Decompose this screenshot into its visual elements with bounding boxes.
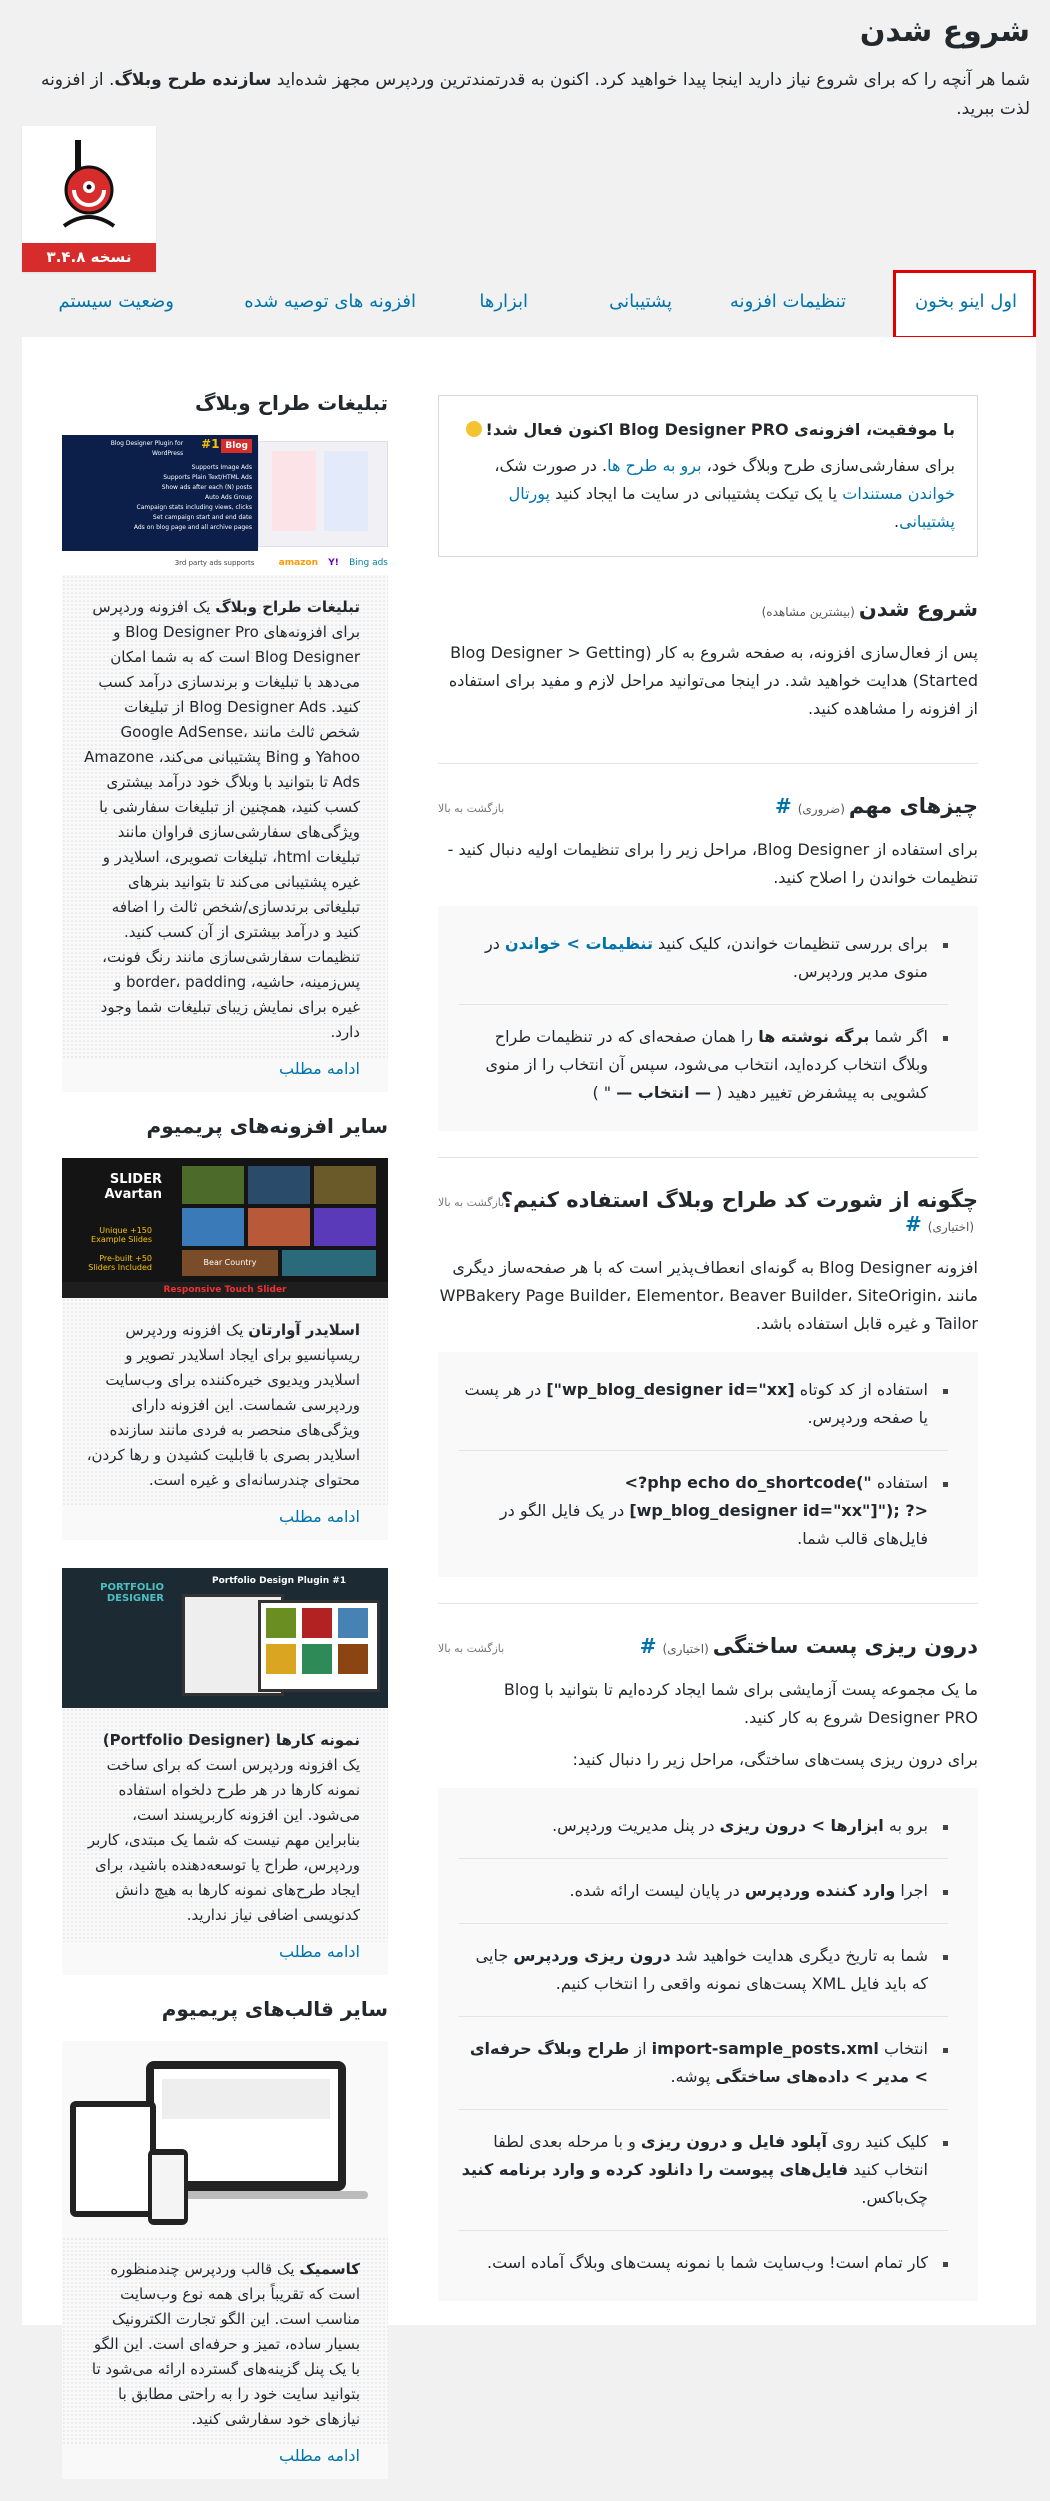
tab-plugin-settings[interactable]: تنظیمات افزونه [729,291,846,312]
steps-box [438,906,978,1131]
section-tag: (بیشترین مشاهده) [761,605,855,619]
tabs-bar [22,270,1036,337]
tab-support[interactable]: پشتیبانی [609,291,672,312]
section-text: برای درون ریزی پست‌های ساختگی، مراحل زیر را دنبال کنید: [572,1750,978,1769]
list-item: اگر شما برگه نوشته ها را همان صفحه‌ای که در تنظیمات طراح وبلاگ انتخاب کرده‌اید، انتخاب می‌شود، سپس آن انتخاب را از منوی کشویی به پیشفرض تغییر دهید ( — انتخاب — " ) [458,1005,948,1125]
section-text: برای استفاده از Blog Designer، مراحل زیر را برای تنظیمات اولیه دنبال کنید - تنظیمات خواندن را اصلاح کنید. [447,840,978,887]
back-to-top-link[interactable]: بازگشت به بالا [438,1196,505,1209]
portfolio-banner-image: PORTFOLIO DESIGNER #1 Portfolio Design Plugin [62,1568,388,1708]
plugin-logo [22,126,156,272]
read-more-link[interactable]: ادامه مطلب [279,2446,360,2465]
sidebar-heading: سایر قالب‌های پریمیوم [161,1997,388,2021]
portfolio-card [62,1568,388,1975]
sidebar [62,391,388,2501]
read-more-link[interactable]: ادامه مطلب [279,1942,360,1961]
tab-recommended-plugins[interactable]: افزونه های توصیه شده [244,291,416,312]
section-text: پس از فعال‌سازی افزونه، به صفحه شروع به کار (Blog Designer > Getting Started) هدایت خواهید شد. در اینجا می‌توانید مراحل لازم و مفید برای استفاده از افزونه را مشاهده کنید. [448,643,978,718]
success-notice [438,395,978,557]
list-item: برو به ابزارها > درون ریزی در پنل مدیریت وردپرس. [458,1794,948,1859]
list-item: انتخاب import-sample_posts.xml از طراح وبلاگ حرفه‌ای > مدیر > داده‌های ساختگی پوشه. [458,2017,948,2110]
go-to-layouts-link[interactable]: برو به طرح ها [607,456,702,475]
success-text: برای سفارشی‌سازی طرح وبلاگ خود، برو به طرح ها. در صورت شک، خواندن مستندات یا یک تیکت پشتیبانی در سایت ما ایجاد کنید پورتال پشتیبانی. [494,456,955,531]
section-tag: (ضروری) [797,802,845,816]
section-getting-started [438,597,978,764]
intro-text: شما هر آنچه را که برای شروع نیاز دارید اینجا پیدا خواهید کرد. اکنون به قدرتمندترین وردپرس مجهز شده‌اید سازنده طرح وبلاگ. از افزونه لذت ببرید. [40,70,1030,119]
content-panel [22,337,1036,2465]
ads-banner-image: Blog #1 Blog Designer Plugin for WordPress Supports Image Ads Supports Plain Text/HTML Ads Show ads after each (N) posts Auto Ads Group Campaign stats including views, clicks Set campaign start and end date Ads on blog page and all archive pages 3rd party ads supports amazon Y! Bing ads [62,435,388,575]
ads-description: تبلیغات طراح وبلاگ یک افزونه وردپرس برای افزونه‌های Blog Designer Pro و Blog Designer است که به شما امکان می‌دهد با تبلیغات و برندسازی درآمد کسب کنید. Blog Designer Ads از تبلیغات شخص ثالث مانند Google AdSense، Yahoo و Bing پشتیبانی می‌کند، Amazone Ads تا بتوانید با وبلاگ خود درآمد بیشتری کسب کنید، همچنین از تبلیغات سفارشی با ویژگی‌های سفارشی‌سازی فراوان مانند تبلیغات html، تبلیغات تصویری، اسلایدر و غیره پشتیبانی می‌کند تا بتوانید بنرهای تبلیغاتی برندسازی/شخص ثالث را اضافه کنید و درآمد بیشتری از آن کسب کنید. تنظیمات سفارشی‌سازی مانند رنگ فونت، پس‌زمینه، حاشیه، border، padding و غیره برای نمایش زیبای تبلیغات شما وجود دارد. [62,575,388,1059]
avartan-banner-image: SLIDER Avartan 150+ Unique Example Slides 50+ Pre-built Sliders Included Bear Country Responsive Touch Slider [62,1158,388,1298]
blog-designer-logo-icon [58,138,120,230]
section-tag: (اختیاری) [662,1642,709,1656]
list-item: اجرا وارد کننده وردپرس در پایان لیست ارائه شده. [458,1859,948,1924]
section-text: ما یک مجموعه پست آزمایشی برای شما ایجاد کرده‌ایم تا بتوانید با Blog Designer PRO شروع به کار کنید. [503,1680,978,1727]
list-item: استفاده <?php echo do_shortcode("[wp_blog_designer id="xx"]"); ?> در یک فایل الگو در فایل‌های قالب شما. [458,1451,948,1571]
steps-box [438,1352,978,1577]
tab-read-first[interactable]: اول اینو بخون [896,270,1036,337]
smile-icon [466,421,482,437]
list-item: استفاده از کد کوتاه [wp_blog_designer id="xx"] در هر پست یا صفحه وردپرس. [458,1358,948,1451]
section-import-dummy [438,1634,978,2327]
steps-box [438,1788,978,2301]
page-title: شروع شدن [859,14,1030,49]
active-tab-highlight [893,270,1036,339]
back-to-top-link[interactable]: بازگشت به بالا [438,1642,505,1655]
section-text: افزونه Blog Designer به گونه‌ای انعطاف‌پذیر است که با هر صفحه‌ساز دیگری مانند WPBakery Page Builder، Elementor، Beaver Builder، SiteOrigin، Tailor و غیره قابل استفاده باشد. [439,1258,978,1333]
anchor-link[interactable]: # [905,1212,922,1236]
section-important-things [438,794,978,1158]
read-docs-link[interactable]: خواندن مستندات [842,484,955,503]
ads-card [62,435,388,1092]
section-title: درون ریزی پست ساختگی [712,1634,978,1658]
section-tag: (اختیاری) [927,1220,974,1234]
support-portal-link[interactable]: پورتال پشتیبانی [508,484,955,531]
reading-settings-link[interactable]: تنظیمات > خواندن [504,934,653,953]
read-more-link[interactable]: ادامه مطلب [279,1059,360,1078]
tab-tools[interactable]: ابزارها [479,291,528,312]
anchor-link[interactable]: # [639,1634,657,1658]
section-title: چیزهای مهم [848,794,978,818]
list-item: برای بررسی تنظیمات خواندن، کلیک کنید تنظیمات > خواندن در منوی مدیر وردپرس. [458,912,948,1005]
back-to-top-link[interactable]: بازگشت به بالا [438,802,505,815]
main-column [438,395,978,2357]
success-title: با موفقیت، افزونه‌ی Blog Designer PRO اکنون فعال شد! [461,416,955,444]
list-item: کار تمام است! وب‌سایت شما با نمونه پست‌های وبلاگ آماده است. [458,2231,948,2295]
tab-system-status[interactable]: وضعیت سیستم [58,291,174,312]
section-title: شروع شدن [858,597,978,621]
anchor-link[interactable]: # [774,794,792,818]
section-shortcode [438,1188,978,1604]
version-badge: نسخه ۳.۴.۸ [22,243,156,272]
list-item: شما به تاریخ دیگری هدایت خواهید شد درون ریزی وردپرس جایی که باید فایل XML پست‌های نمونه واقعی را انتخاب کنیم. [458,1924,948,2017]
kasmic-theme-image [62,2041,388,2237]
portfolio-description: نمونه کارها (Portfolio Designer) یک افزونه وردپرس است که برای ساخت نمونه کارها در هر طرح دلخواه استفاده می‌شود. این افزونه کاربرپسند است، بنابراین مهم نیست که شما یک مبتدی، کاربر وردپرس، طراح یا توسعه‌دهنده باشید، برای ایجاد طرح‌های نمونه کارها به هیچ دانش کدنویسی اضافی نیاز ندارید. [62,1708,388,1942]
sidebar-heading: سایر افزونه‌های پریمیوم [146,1114,388,1138]
list-item: کلیک کنید روی آپلود فایل و درون ریزی و با مرحله بعدی لطفا انتخاب کنید فایل‌های پیوست را دانلود کرده و وارد برنامه کنید چک‌باکس. [458,2110,948,2231]
kasmic-card [62,2041,388,2479]
section-title: چگونه از شورت کد طراح وبلاگ استفاده کنیم؟ [500,1188,978,1212]
avartan-card [62,1158,388,1540]
sidebar-heading: تبلیغات طراح وبلاگ [195,391,388,415]
kasmic-description: کاسمیک یک قالب وردپرس چندمنظوره است که تقریباً برای همه نوع وب‌سایت مناسب است. این الگو تجارت الکترونیک بسیار ساده، تمیز و حرفه‌ای است. این الگو با یک پنل گزینه‌های گسترده ارائه می‌شود تا بتوانید سایت خود را به راحتی مطابق با نیازهای خود سفارشی کنید. [62,2237,388,2446]
read-more-link[interactable]: ادامه مطلب [279,1507,360,1526]
avartan-description: اسلایدر آوارتان یک افزونه وردپرس ریسپانسیو برای ایجاد اسلایدر تصویر و اسلایدر ویدیوی خیره‌کننده برای وب‌سایت وردپرسی شماست. این افزونه دارای ویژگی‌های منحصر به فردی مانند سازنده اسلایدر بصری با قابلیت کشیدن و رها کردن، محتوای چندرسانه‌ای و غیره است. [62,1298,388,1507]
